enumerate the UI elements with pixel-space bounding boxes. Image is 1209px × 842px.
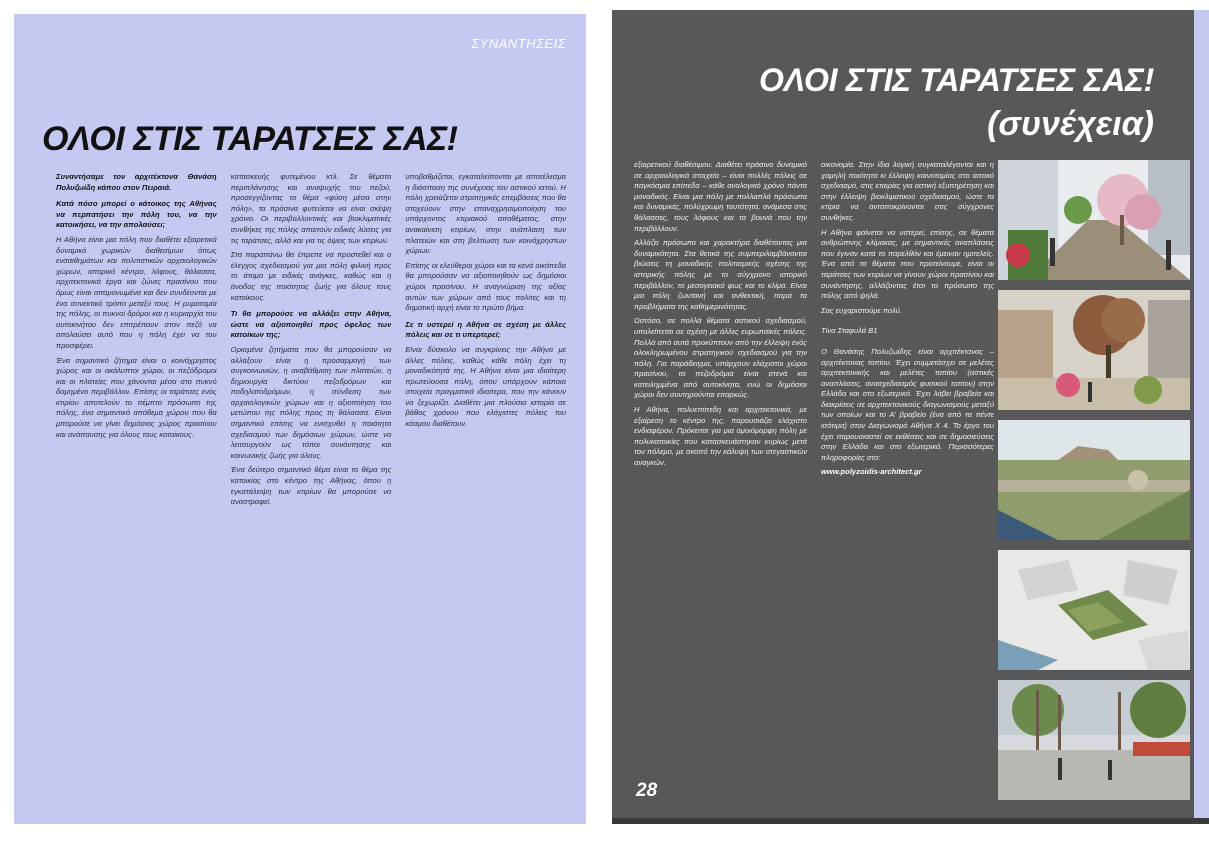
paragraph: Η Αθήνα φαίνεται να υστερεί, επίσης, σε θέματα ανθρώπινης κλίμακας, με σημαντικές αναπλάσεις που έγιναν κατά το παρελθόν και έμειναν ημιτελείς. Ένα από τα θέματα που προτείνουμε, είναι οι ταράτσες των κτιρίων να γίνουν χώροι πρασίνου και συνάντησης, αλλάζοντας έτσι το πρόσωπο της πόλης από ψηλά. [821, 227, 994, 301]
paragraph: Η Αθήνα, πολυεπίπεδη και αρχιτεκτονικά, με εξαίρεση το κέντρο της, παρουσιάζει ελάχιστο ενδιαφέρον. Πρόκειται για μια ομοιόμορφη πόλη με πολυκατοικίες που κατασκευάστηκαν κυρίως μετά τον πόλεμο, με σκοπό την κάλυψη των στεγαστικών αναγκών. [634, 405, 807, 468]
column-1 [56, 172, 217, 812]
article-lead: Συναντήσαμε τον αρχιτέκτονα Θανάση Πολυζωίδη κάπου στον Πειραιά. [56, 172, 217, 192]
paragraph: Επίσης οι ελεύθεροι χώροι και τα κενά οικόπεδα θα μπορούσαν να αξιοποιηθούν ως δημόσιοι χώροι πρασίνου. Η αναγνώριση της αξίας αυτών των χώρων από τους πολίτες και τη δημοτική αρχή είναι το πρώτο βήμα. [405, 260, 567, 313]
paragraph: Η Αθήνα είναι μια πόλη που διαθέτει εξαιρετικά δυναμικό χωρικών διαθεσίμων όπως ενσαιθημάτων και πολιτιστικών αρχαιολογικών χώρων, ιστορικό κέντρο, λόφους, θάλασσα, αρχιτεκτονικά έργα και ζώνες πρασίνου που όμως είναι απομονωμένα και δεν συνδέονται με ένα συνεκτικό τρόπο μεταξύ τους. Η ρυμοτομία της πόλης, οι πυκνοί δρόμοι και η κυριαρχία του αυτοκινήτου δεν επιτρέπουν στον πεζό να απολαύσει αυτό που η πόλη έχει να του προσφέρει. [56, 234, 217, 350]
paragraph: Είναι δύσκολο να συγκρίνεις την Αθήνα με άλλες πόλεις, καθώς κάθε πόλη έχει τη μοναδικότητά της. Η Αθήνα είναι μια ιδιαίτερη πρωτεύουσα πόλη, όπου υπάρχουν κάποια στοιχεία πραγματικά ιδιαίτερα, που την κάνουν να ξεχωρίζει. Διαθέτει μια πλούσια ιστορία σε βάθος χρόνου που ελάχιστες πόλεις του κόσμου διαθέτουν. [405, 344, 567, 429]
section-label: ΣΥΝΑΝΤΗΣΕΙΣ [471, 36, 566, 51]
author-signature: Τίνα Σταφυλά Β1 [821, 326, 878, 336]
website-link[interactable]: www.polyzoidis-architect.gr [821, 467, 922, 477]
interview-question: Σε τι υστερεί η Αθήνα σε σχέση με άλλες πόλεις και σε τι υπερτερεί; [405, 319, 567, 340]
page-title: ΟΛΟΙ ΣΤΙΣ ΤΑΡΑΤΣΕΣ ΣΑΣ! [42, 120, 458, 158]
paragraph: Ορισμένα ζητήματα που θα μπορούσαν να αλλάξουν είναι η προσαρμογή των συγκοινωνιών, η αναβάθμιση των πλατειών, η δημιουργία δικτύου πεζοδρόμων και ποδηλατοδρόμων, η σύνδεση των αρχαιολογικών χώρων και η αξιοποίηση του μετώπου της πόλης προς τη θάλασσα. Είναι σημαντικό επίσης να ενισχυθεί η ποιότητα σχεδιασμού των δημόσιων χώρων, ώστε να λειτουργούν ως τόποι συνάντησης και κοινωνικής ζωής για όλους. [230, 344, 392, 460]
page-title-continued [759, 62, 1154, 144]
column-5 [821, 160, 994, 765]
column-4 [634, 160, 807, 765]
article-columns-right [634, 160, 994, 765]
paragraph: υποβαθμίζεται, εγκαταλείπονται με αποτέλεσμα η διάσπαση της συνέχειας του αστικού ιστού. Η πόλη χρειάζεται στρατηγικές επεμβάσεις που θα στοχεύουν στην επαναχρησιμοποίηση του υπάρχοντος κτιριακού αποθέματος, στην ανακαίνιση κτιρίων, στην ανάπλαση των πλατειών και στη βελτίωση των κοινόχρηστων χώρων. [405, 172, 567, 256]
interview-question: Κατά πόσο μπορεί ο κάτοικος της Αθήνας να περπατήσει την πόλη του, να την κατοικήσει, να την απολαύσει; [56, 199, 217, 230]
page-number: 28 [636, 780, 658, 801]
paragraph: εξαιρετικού διαθέσιμου. Διαθέτει πράσινο δυναμικό σε αρχαιολογικά στοιχεία – είναι πολλές πόλεις σε παγκόσμια επίπεδα – κάθε αναλογικό χρόνο πάντα μοναδικός. Είναι μια πόλη με πολλαπλά πρόσωπα και δυναμικές, πολύχρωμη ταυτότητα, ανάμεσα στις θάλασσες, τους λόφους και τα βουνά που την περιβάλλουν. [634, 160, 807, 233]
photo-square-trees [998, 290, 1190, 410]
right-page [612, 10, 1194, 818]
interview-question: Τι θα μπορούσε να αλλάξει στην Αθήνα, ώστε να αξιοποιηθεί προς όφελος των κατοίκων της; [230, 309, 392, 340]
title-line-1: ΟΛΟΙ ΣΤΙΣ ΤΑΡΑΤΣΕΣ ΣΑΣ! [759, 62, 1154, 98]
photo-urban-model [998, 550, 1190, 670]
closing-note: Σας ευχαριστούμε πολύ. [821, 305, 902, 315]
paragraph: Ένα σημαντικό ζήτημα είναι ο κοινόχρηστος χώρος και οι ακάλυπτοι χώροι, οι πεζόδρομοι και οι πλατείες που χάνονται μέσα στο πυκνό δομημένο περιβάλλον. Επίσης οι ταράτσες ενός κτιρίου αποτελούν το πέμπτο πρόσωπο της πόλης, ένα σημαντικό απόθεμα χώρου που θα μπορούσε να γίνει δημόσιος χώρος πρασίνου και ανάπαυσης για όλους τους κατοίκους. [56, 355, 217, 439]
photo-rooftop-garden [998, 160, 1190, 280]
page-bottom-strip [612, 818, 1209, 824]
left-page [14, 14, 586, 824]
photo-plaza-street [998, 680, 1190, 800]
paragraph: Αλλάζει πρόσωπο και χαρακτήρα διαθέτοντας μια δυναμικότητα. Στα θετικά της συμπεριλαμβάνονται βιώσεις τη μοναδικής πολιτισμικής σχέσης της ιστορικής πόλης με το σύγχρονο ιστορικό περιβάλλον, το μεσογειακό φως και το κλίμα. Είναι μια πόλη ζωντανή και ανθεκτική, παρά τα προβλήματα της καθημερινότητας. [634, 238, 807, 311]
author-bio: Ο Θανάσης Πολυζωίδης είναι αρχιτέκτονας – αρχιτέκτονας τοπίου. Έχει συμμετάσχει σε μελέτες αρχιτεκτονικής και μελέτες τοπίου (αστικές αναπλάσεις, ανασχεδιασμός φυσικού τοπίου) στην Ελλάδα και στο εξωτερικό. Έχει λάβει βραβεία και διακρίσεις σε αρχιτεκτονικούς διαγωνισμούς μεταξύ των οποίων και το Α' βραβείο (ένα από τα πέντε ισότιμα) στον Διαγωνισμό Αθήνα Χ 4. Το έργο του έχει παρουσιαστεί σε εκθέσεις και σε δημοσιεύσεις στην Ελλάδα και στο εξωτερικό. Περισσότερες πληροφορίες στο: [821, 346, 994, 462]
page-edge [1194, 10, 1209, 818]
paragraph: οικονομία. Στην ίδια λογική συγκαταλέγονται και η χαμηλή ποιότητα κι έλλειψη καινοτομίας στο αστικό σχεδιασμό, στις εταιρίες για αστική εξυπηρέτηση και στην έλλειψη βιοκλιματικού σχεδιασμού, ώστε τα κτίρια να ανταποκρίνονται στις σύγχρονες συνθήκες. [821, 160, 994, 222]
column-2 [231, 172, 392, 812]
title-line-2: (συνέχεια) [987, 105, 1154, 143]
photo-city-aerial [998, 420, 1190, 540]
photo-column [998, 160, 1190, 810]
column-3 [405, 172, 566, 812]
paragraph: Ένα δεύτερο σημαντικό θέμα είναι το θέμα της κατοικίας στο κέντρο της Αθήνας, όπου η εγκατάλειψη των κτιρίων θα μπορούσε να αναστραφεί. [230, 465, 392, 507]
article-columns-left [56, 172, 566, 812]
paragraph: Στα παραπάνω θα έπρεπε να προστεθεί και ο έλεγχος σχεδιασμού για μια πόλη φιλική προς το άτομο με ειδικές ανάγκες, καθώς και η άνοδος της ποιότητας ζωής για όλους τους κατοίκους. [230, 250, 392, 302]
paragraph: Ωστόσο, σε πολλά θέματα αστικού σχεδιασμού, υπολείπεται σε σχέση με άλλες ευρωπαϊκές πόλεις. Πολλά από αυτά προκύπτουν από την έλλειψη ενός ολοκληρωμένου στρατηγικού σχεδιασμού για την πόλη. Για παράδειγμα, υπάρχουν ελάχιστοι χώροι πρασίνου, τα πεζοδρόμια είναι στενά και κατειλημμένα από αυτοκίνητα, ενώ οι δημόσιοι χώροι δεν συντηρούνται επαρκώς. [634, 316, 807, 400]
paragraph: κατασκευής φυτεμένου κτλ. Σε θέματα περιπλάνησης και αναψυχής του πεζού, προσεγγίζοντας το θέμα «φύση μέσα στην πόλη», τα πράσινα φυτεύεται να είναι σκέψη χρόνιο. Οι περιβαλλοντικές και βιοκλιματικές συνθήκες της πόλης απαιτούν ειδικές λύσεις για τις ταράτσες, αλλά και για τις όψεις των κτιρίων. [230, 172, 392, 245]
